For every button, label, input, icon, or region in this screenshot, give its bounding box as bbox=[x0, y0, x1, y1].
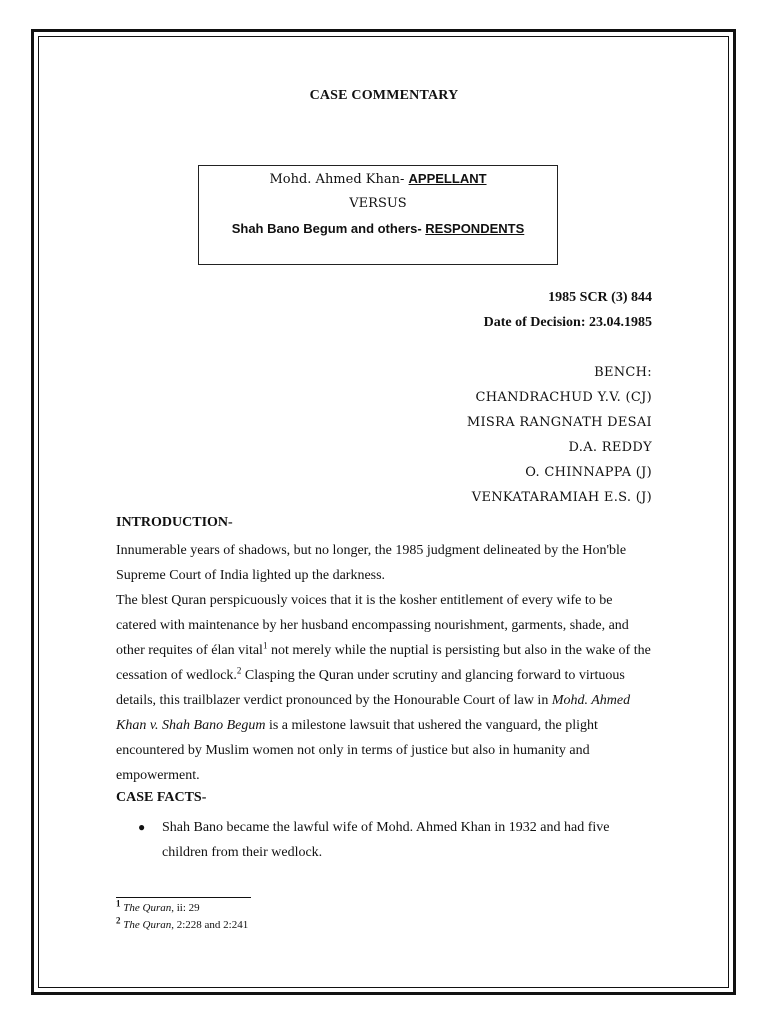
bullet-icon: ● bbox=[138, 820, 146, 834]
appellant-name: Mohd. Ahmed Khan- bbox=[269, 172, 409, 187]
footnote-number: 1 bbox=[116, 898, 121, 909]
bench-judge: CHANDRACHUD Y.V. (CJ) bbox=[475, 390, 652, 405]
appellant-line bbox=[199, 171, 557, 187]
case-facts-list bbox=[138, 815, 638, 865]
respondent-name: Shah Bano Begum and others- bbox=[231, 221, 426, 236]
bench-judge: VENKATARAMIAH E.S. (J) bbox=[471, 490, 652, 505]
introduction-paragraph-1: Innumerable years of shadows, but no longer, the 1985 judgment delineated by the Hon'ble Supreme Court of India lighted up the darkness. bbox=[116, 543, 627, 583]
case-facts-heading: CASE FACTS- bbox=[116, 790, 207, 805]
footnote-1 bbox=[116, 898, 200, 914]
introduction-body bbox=[116, 538, 656, 788]
introduction-paragraph-2 bbox=[116, 588, 656, 788]
respondent-line bbox=[199, 221, 557, 237]
versus-label: VERSUS bbox=[349, 196, 407, 211]
footnote-divider bbox=[116, 897, 251, 898]
footnote-reference: , ii: 29 bbox=[171, 902, 200, 914]
footnote-ref-2[interactable]: 2 bbox=[236, 665, 242, 676]
bench-judge: O. CHINNAPPA (J) bbox=[525, 465, 652, 480]
intro-text: Clasping the Quran under scrutiny and glancing forward to virtuous details, this trailblazer verdict pronounced by the Honourable Court of law in bbox=[116, 668, 625, 708]
case-name: Mohd. Ahmed Khan v. Shah Bano Begum bbox=[116, 693, 631, 733]
footnote-reference: , 2:228 and 2:241 bbox=[171, 919, 249, 931]
appellant-role: APPELLANT bbox=[408, 171, 487, 186]
parties-box bbox=[198, 165, 558, 265]
footnote-source: The Quran bbox=[123, 919, 172, 931]
introduction-heading: INTRODUCTION- bbox=[116, 515, 233, 530]
bench-judge: MISRA RANGNATH DESAI bbox=[466, 415, 652, 430]
footnote-source: The Quran bbox=[123, 902, 172, 914]
intro-text: The blest Quran perspicuously voices that it is the kosher entitlement of every wife to be catered with maintenance by her husband encompassing nourishment, garments, shade, and other requites of élan vital bbox=[116, 593, 629, 658]
list-item bbox=[138, 815, 638, 865]
bench-label: BENCH: bbox=[594, 365, 652, 380]
footnote-number: 2 bbox=[116, 915, 121, 926]
intro-text: is a milestone lawsuit that ushered the vanguard, the plight encountered by Muslim women not only in terms of justice but also in humanity and empowerment. bbox=[116, 718, 598, 783]
intro-text: not merely while the nuptial is persisting but also in the wake of the cessation of wedlock. bbox=[116, 643, 651, 683]
respondent-role: RESPONDENTS bbox=[425, 221, 525, 236]
list-item-text: Shah Bano became the lawful wife of Mohd. Ahmed Khan in 1932 and had five children from their wedlock. bbox=[162, 820, 610, 860]
case-citation: 1985 SCR (3) 844 bbox=[548, 290, 652, 305]
footnote-2 bbox=[116, 915, 249, 931]
document-title: CASE COMMENTARY bbox=[309, 88, 459, 103]
decision-date: Date of Decision: 23.04.1985 bbox=[483, 315, 652, 330]
footnote-ref-1[interactable]: 1 bbox=[262, 640, 268, 651]
bench-judge: D.A. REDDY bbox=[568, 440, 652, 455]
